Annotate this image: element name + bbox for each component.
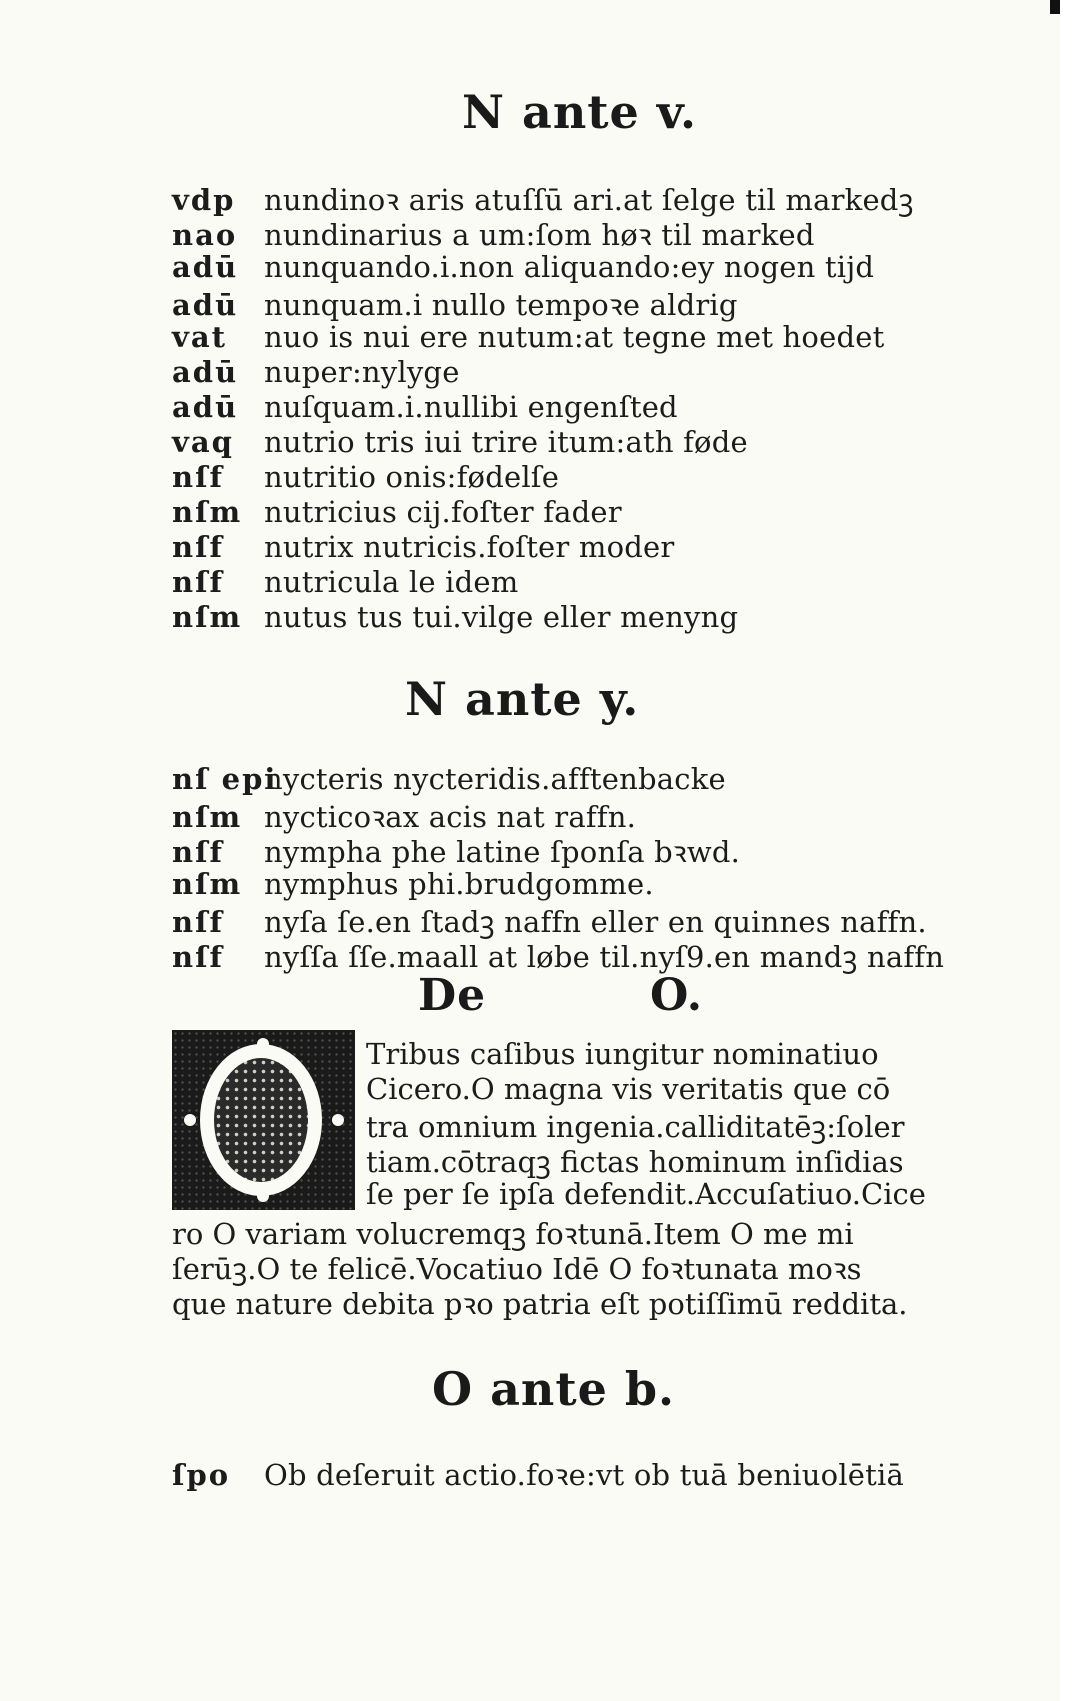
grammar-code: nſm xyxy=(172,600,243,634)
glossary-row xyxy=(172,495,622,531)
grammar-code: nſf xyxy=(172,835,225,869)
glossary-entry: nunquando.i.non aliquando:ey nogen tijd xyxy=(264,250,875,284)
glossary-entry: nutricula le idem xyxy=(264,565,519,599)
glossary-row xyxy=(172,832,740,868)
grammar-code: adū xyxy=(172,250,239,284)
glossary-entry: nutritio onis:fødelſe xyxy=(264,460,560,494)
glossary-row xyxy=(172,565,518,601)
glossary-entry: nyſſa ſſe.maall at løbe til.nyſ9.en mandꝫ naffn xyxy=(264,940,945,974)
glossary-row xyxy=(172,215,815,251)
paragraph-line: ro O variam volucremqꝫ foꝛtunā.Item O me mi xyxy=(172,1217,854,1251)
glossary-entry: nutrix nutricis.foſter moder xyxy=(264,530,675,564)
glossary-row xyxy=(172,355,460,391)
grammar-code: nſf xyxy=(172,565,225,599)
glossary-entry: nyſa ſe.en ſtadꝫ naffn eller en quinnes naffn. xyxy=(264,905,927,939)
glossary-entry: Ob deſeruit actio.foꝛe:vt ob tuā beniuolētiā xyxy=(264,1458,904,1492)
de-heading-left: De xyxy=(418,970,487,1021)
grammar-code: nſf xyxy=(172,460,225,494)
glossary-entry: nuſquam.i.nullibi engenſted xyxy=(264,390,678,424)
paragraph-line: que nature debita pꝛo patria eſt potiſſimū reddita. xyxy=(172,1287,908,1321)
initial-letter-o xyxy=(200,1044,322,1196)
grammar-code: adū xyxy=(172,288,239,322)
grammar-code: ſpo xyxy=(172,1458,231,1492)
initial-ornament-dot xyxy=(257,1190,269,1202)
paragraph-line: tra omnium ingenia.calliditatēꝫ:ſoler xyxy=(366,1110,905,1144)
glossary-row xyxy=(172,460,559,496)
glossary-entry: nutus tus tui.vilge eller menyng xyxy=(264,600,739,634)
initial-ornament-dot xyxy=(184,1114,196,1126)
decorated-initial-o xyxy=(172,1030,355,1210)
de-heading-right: O. xyxy=(650,970,704,1021)
glossary-entry: nuo is nui ere nutum:at tegne met hoedet xyxy=(264,320,885,354)
glossary-row xyxy=(172,937,944,973)
glossary-entry: nundinarius a um:ſom høꝛ til marked xyxy=(264,218,815,252)
grammar-code: nſf xyxy=(172,940,225,974)
glossary-row xyxy=(172,250,874,286)
glossary-row xyxy=(172,902,927,938)
paragraph-line: Tribus caſibus iungitur nominatiuo xyxy=(366,1037,879,1071)
initial-ornament-dot xyxy=(332,1114,344,1126)
section-heading-n-ante-v: N ante v. xyxy=(462,85,697,139)
glossary-entry: nutrio tris iui trire itum:ath føde xyxy=(264,425,748,459)
grammar-code: nao xyxy=(172,218,238,252)
section-heading-n-ante-y: N ante y. xyxy=(405,672,640,726)
glossary-row xyxy=(172,797,636,833)
glossary-row xyxy=(172,320,884,356)
initial-ornament-dot xyxy=(257,1038,269,1050)
glossary-row xyxy=(172,867,654,903)
paragraph-line: ſerūꝫ.O te felicē.Vocatiuo Idē O foꝛtunata moꝛs xyxy=(172,1252,862,1286)
glossary-entry: nycticoꝛax acis nat raffn. xyxy=(264,800,637,834)
glossary-entry: nympha phe latine ſponſa bꝛwd. xyxy=(264,835,741,869)
grammar-code: vaq xyxy=(172,425,234,459)
glossary-row xyxy=(172,390,678,426)
grammar-code: vat xyxy=(172,320,228,354)
glossary-row xyxy=(172,530,674,566)
glossary-row xyxy=(172,285,738,321)
grammar-code: nſ epi xyxy=(172,762,278,796)
glossary-entry: nunquam.i nullo tempoꝛe aldrig xyxy=(264,288,738,322)
grammar-code: nſm xyxy=(172,867,243,901)
grammar-code: nſf xyxy=(172,905,225,939)
paragraph-line: ſe per ſe ipſa defendit.Accuſatiuo.Cice xyxy=(366,1177,926,1211)
glossary-entry: nundinoꝛ aris atuſſū ari.at ſelge til markedꝫ xyxy=(264,183,914,217)
glossary-row xyxy=(172,600,738,636)
grammar-code: nſf xyxy=(172,530,225,564)
section-heading-o-ante-b: O ante b. xyxy=(432,1362,676,1416)
paragraph-line: tiam.cōtraqꝫ fictas hominum inſidias xyxy=(366,1145,904,1179)
glossary-row xyxy=(172,180,914,216)
glossary-entry: nuper:nylyge xyxy=(264,355,460,389)
glossary-entry: nycteris nycteridis.afftenbacke xyxy=(264,762,726,796)
grammar-code: nſm xyxy=(172,495,243,529)
glossary-entry: nutricius cij.foſter fader xyxy=(264,495,622,529)
grammar-code: nſm xyxy=(172,800,243,834)
page-edge-mark xyxy=(1050,0,1060,14)
grammar-code: adū xyxy=(172,390,239,424)
glossary-entry: nymphus phi.brudgomme. xyxy=(264,867,654,901)
glossary-row xyxy=(172,425,748,461)
glossary-row xyxy=(172,1455,904,1491)
grammar-code: vdp xyxy=(172,183,236,217)
grammar-code: adū xyxy=(172,355,239,389)
glossary-row xyxy=(172,762,726,798)
paragraph-line: Cicero.O magna vis veritatis que cō xyxy=(366,1072,891,1106)
